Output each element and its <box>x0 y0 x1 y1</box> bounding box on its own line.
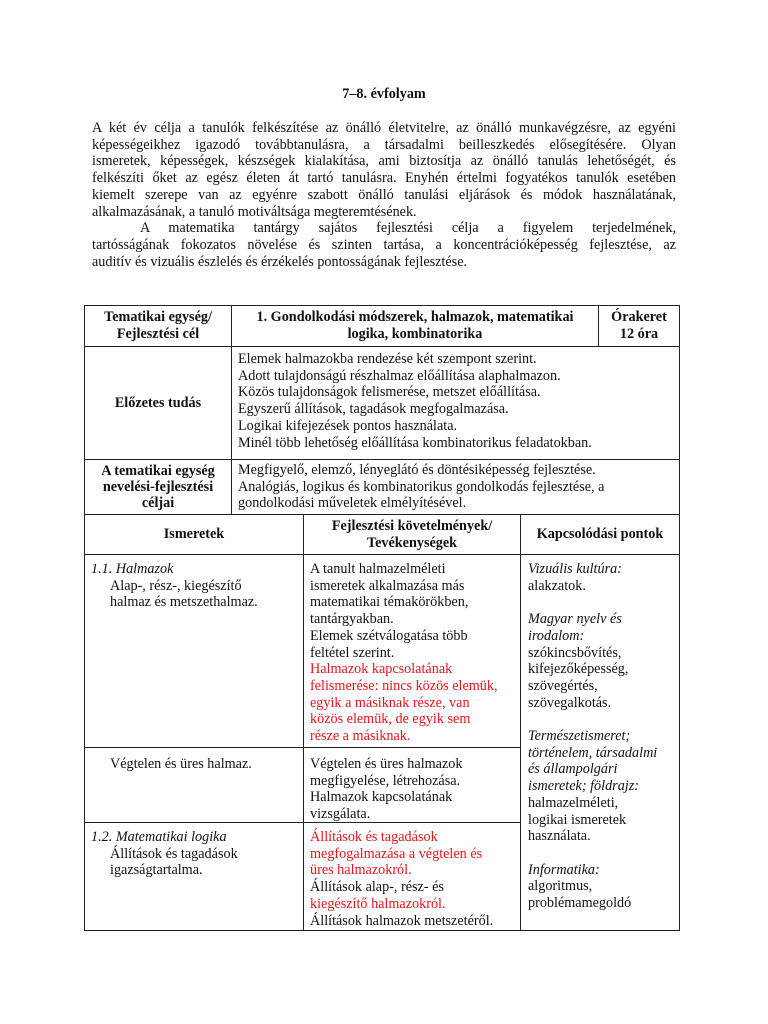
text-line: igazságtartalma. <box>110 862 203 879</box>
text-line <box>528 711 672 728</box>
text-line: szövegalkotás. <box>528 694 612 711</box>
text-line: Előzetes tudás <box>114 394 202 411</box>
intro-line: A két év célja a tanulók felkészítése az önálló életvitelre, az önálló munkavégzésre, az egyéni <box>92 120 676 136</box>
knowledge-cell <box>84 822 304 931</box>
section-heading: Magyar nyelv és <box>528 611 622 628</box>
text-line: egyik a másiknak része, van <box>310 694 470 711</box>
text-line: A tanult halmazelméleti <box>310 561 446 577</box>
text-line: Fejlesztési követelmények/ <box>331 517 493 534</box>
hours-cell <box>598 305 680 347</box>
text-line: Állítások alap-, rész- és <box>310 879 444 896</box>
text-line: Végtelen és üres halmazok <box>310 756 463 772</box>
connections-cell <box>520 554 680 931</box>
section-heading: irodalom: <box>528 627 585 644</box>
text-line: Analógiás, logikus és kombinatorikus gondolkodás fejlesztése, a <box>238 478 605 495</box>
text-line: Adott tulajdonságú részhalmaz előállítása alaphalmazon. <box>238 367 561 384</box>
intro-line: auditív és vizuális észlelés és érzékelés pontosságának fejlesztése. <box>92 253 468 270</box>
header-label-cell <box>84 305 232 347</box>
column-header-activities <box>303 514 521 555</box>
section-heading: Vizuális kultúra: <box>528 561 622 577</box>
text-line: algoritmus, <box>528 878 593 895</box>
activities-cell <box>303 747 521 823</box>
text-line: Közös tulajdonságok felismerése, metszet előállítása. <box>238 384 541 401</box>
section-heading: Természetismeret; <box>528 728 631 745</box>
text-line: feltétel szerint. <box>310 644 395 661</box>
text-line: halmaz és metszethalmaz. <box>110 594 258 611</box>
intro-paragraph <box>92 120 676 270</box>
text-line: kiegészítő halmazokról. <box>310 895 446 912</box>
text-line: felismerése: nincs közös elemük, <box>310 677 498 694</box>
text-line: tantárgyakban. <box>310 611 394 628</box>
text-line: Tematikai egység/ <box>104 309 212 326</box>
text-line: megfogalmazása a végtelen és <box>310 845 483 862</box>
text-line: matematikai témakörökben, <box>310 594 469 611</box>
text-line: Tevékenységek <box>366 534 458 551</box>
text-line: 1. Gondolkodási módszerek, halmazok, matematikai <box>256 309 574 326</box>
page-title: 7–8. évfolyam <box>342 86 426 102</box>
text-line: Órakeret <box>611 309 667 326</box>
text-line: Halmazok kapcsolatának <box>310 661 453 678</box>
activities-cell <box>303 822 521 931</box>
text-line: közös elemük, de egyik sem <box>310 711 471 728</box>
text-line: Állítások és tagadások <box>310 829 438 845</box>
intro-line: ismeretek, képességek, készségek kialakítása, ami biztosítja az önálló tanulás lehetőségét, és <box>92 153 676 170</box>
text-line: Fejlesztési cél <box>116 326 200 342</box>
activities-cell <box>303 554 521 748</box>
text-line <box>528 594 672 611</box>
text-line: része a másiknak. <box>310 728 411 745</box>
unit-title-cell <box>231 305 599 347</box>
text-line: céljai <box>141 495 175 511</box>
text-line: Állítások és tagadások <box>110 845 238 862</box>
text-line: használata. <box>528 828 591 845</box>
text-line: megfigyelése, létrehozása. <box>310 772 461 789</box>
text-line <box>528 845 672 862</box>
text-line: kifejezőképesség, <box>528 661 629 678</box>
text-line: 12 óra <box>619 326 659 342</box>
text-line: logika, kombinatorika <box>347 326 483 342</box>
prior-knowledge-list <box>231 346 680 460</box>
text-line: gondolkodási műveletek elmélyítésével. <box>238 495 467 512</box>
text-line: halmazelméleti, <box>528 794 619 811</box>
section-heading: ismeretek; földrajz: <box>528 778 639 795</box>
knowledge-cell <box>84 747 304 823</box>
intro-line: tartósságának fokozatos növelése és szinten tartása, a koncentrációképesség fejlesztése, az <box>92 236 676 253</box>
text-line: Elemek halmazokba rendezése két szempont szerint. <box>238 351 537 367</box>
text-line: Egyszerű állítások, tagadások megfogalmazása. <box>238 401 509 418</box>
text-line: ismeretek alkalmazása más <box>310 577 465 594</box>
intro-line: kiemelt szerepe van az egyénre szabott önálló tanulási eljárások és módok használatának, <box>92 186 676 203</box>
text-line: Minél több lehetőség előállítása kombinatorikus feladatokban. <box>238 434 592 451</box>
section-heading: 1.2. Matematikai logika <box>91 829 227 845</box>
text-line: Állítások halmazok metszetéről. <box>310 912 494 929</box>
section-heading: 1.1. Halmazok <box>91 561 174 577</box>
text-line: Elemek szétválogatása több <box>310 627 468 644</box>
intro-line: felkészíti őket az egész életen át tartó tanulásra. Enyhén értelmi fogyatékos tanulók esetében <box>92 170 676 187</box>
text-line: Megfigyelő, elemző, lényeglátó és döntésiképesség fejlesztése. <box>238 462 596 478</box>
text-line: Halmazok kapcsolatának <box>310 789 453 806</box>
goals-label <box>84 459 232 515</box>
knowledge-cell <box>84 554 304 748</box>
text-line: A tematikai egység <box>101 463 215 479</box>
intro-line: képességeikhez igazodó továbbtanulásra, a társadalmi beilleszkedés elősegítésére. Olyan <box>92 136 676 153</box>
text-line: logikai ismeretek <box>528 811 627 828</box>
goals-list <box>231 459 680 515</box>
text-line: vizsgálata. <box>310 806 371 823</box>
prior-knowledge-label <box>84 346 232 460</box>
text-line: üres halmazokról. <box>310 862 412 879</box>
section-heading: történelem, társadalmi <box>528 744 658 761</box>
text-line: nevelési-fejlesztési <box>102 479 214 495</box>
text-line: Logikai kifejezések pontos használata. <box>238 417 458 434</box>
text-line: Alap-, rész-, kiegészítő <box>110 577 242 594</box>
text-line: szövegértés, <box>528 677 598 694</box>
text-line: problémamegoldó <box>528 895 632 912</box>
intro-line: alkalmazásának, a tanuló motiváltsága megteremtésének. <box>92 203 417 220</box>
intro-line: A matematika tantárgy sajátos fejlesztési célja a figyelem terjedelmének, <box>140 220 676 237</box>
text-line: Végtelen és üres halmaz. <box>110 756 252 772</box>
text-line: szókincsbővítés, <box>528 644 622 661</box>
column-header-connections <box>520 514 680 555</box>
column-header-knowledge <box>84 514 304 555</box>
text-line: Ismeretek <box>163 526 225 543</box>
text-line: Kapcsolódási pontok <box>536 526 664 543</box>
text-line: alakzatok. <box>528 577 586 594</box>
section-heading: Informatika: <box>528 861 600 878</box>
section-heading: és állampolgári <box>528 761 618 778</box>
